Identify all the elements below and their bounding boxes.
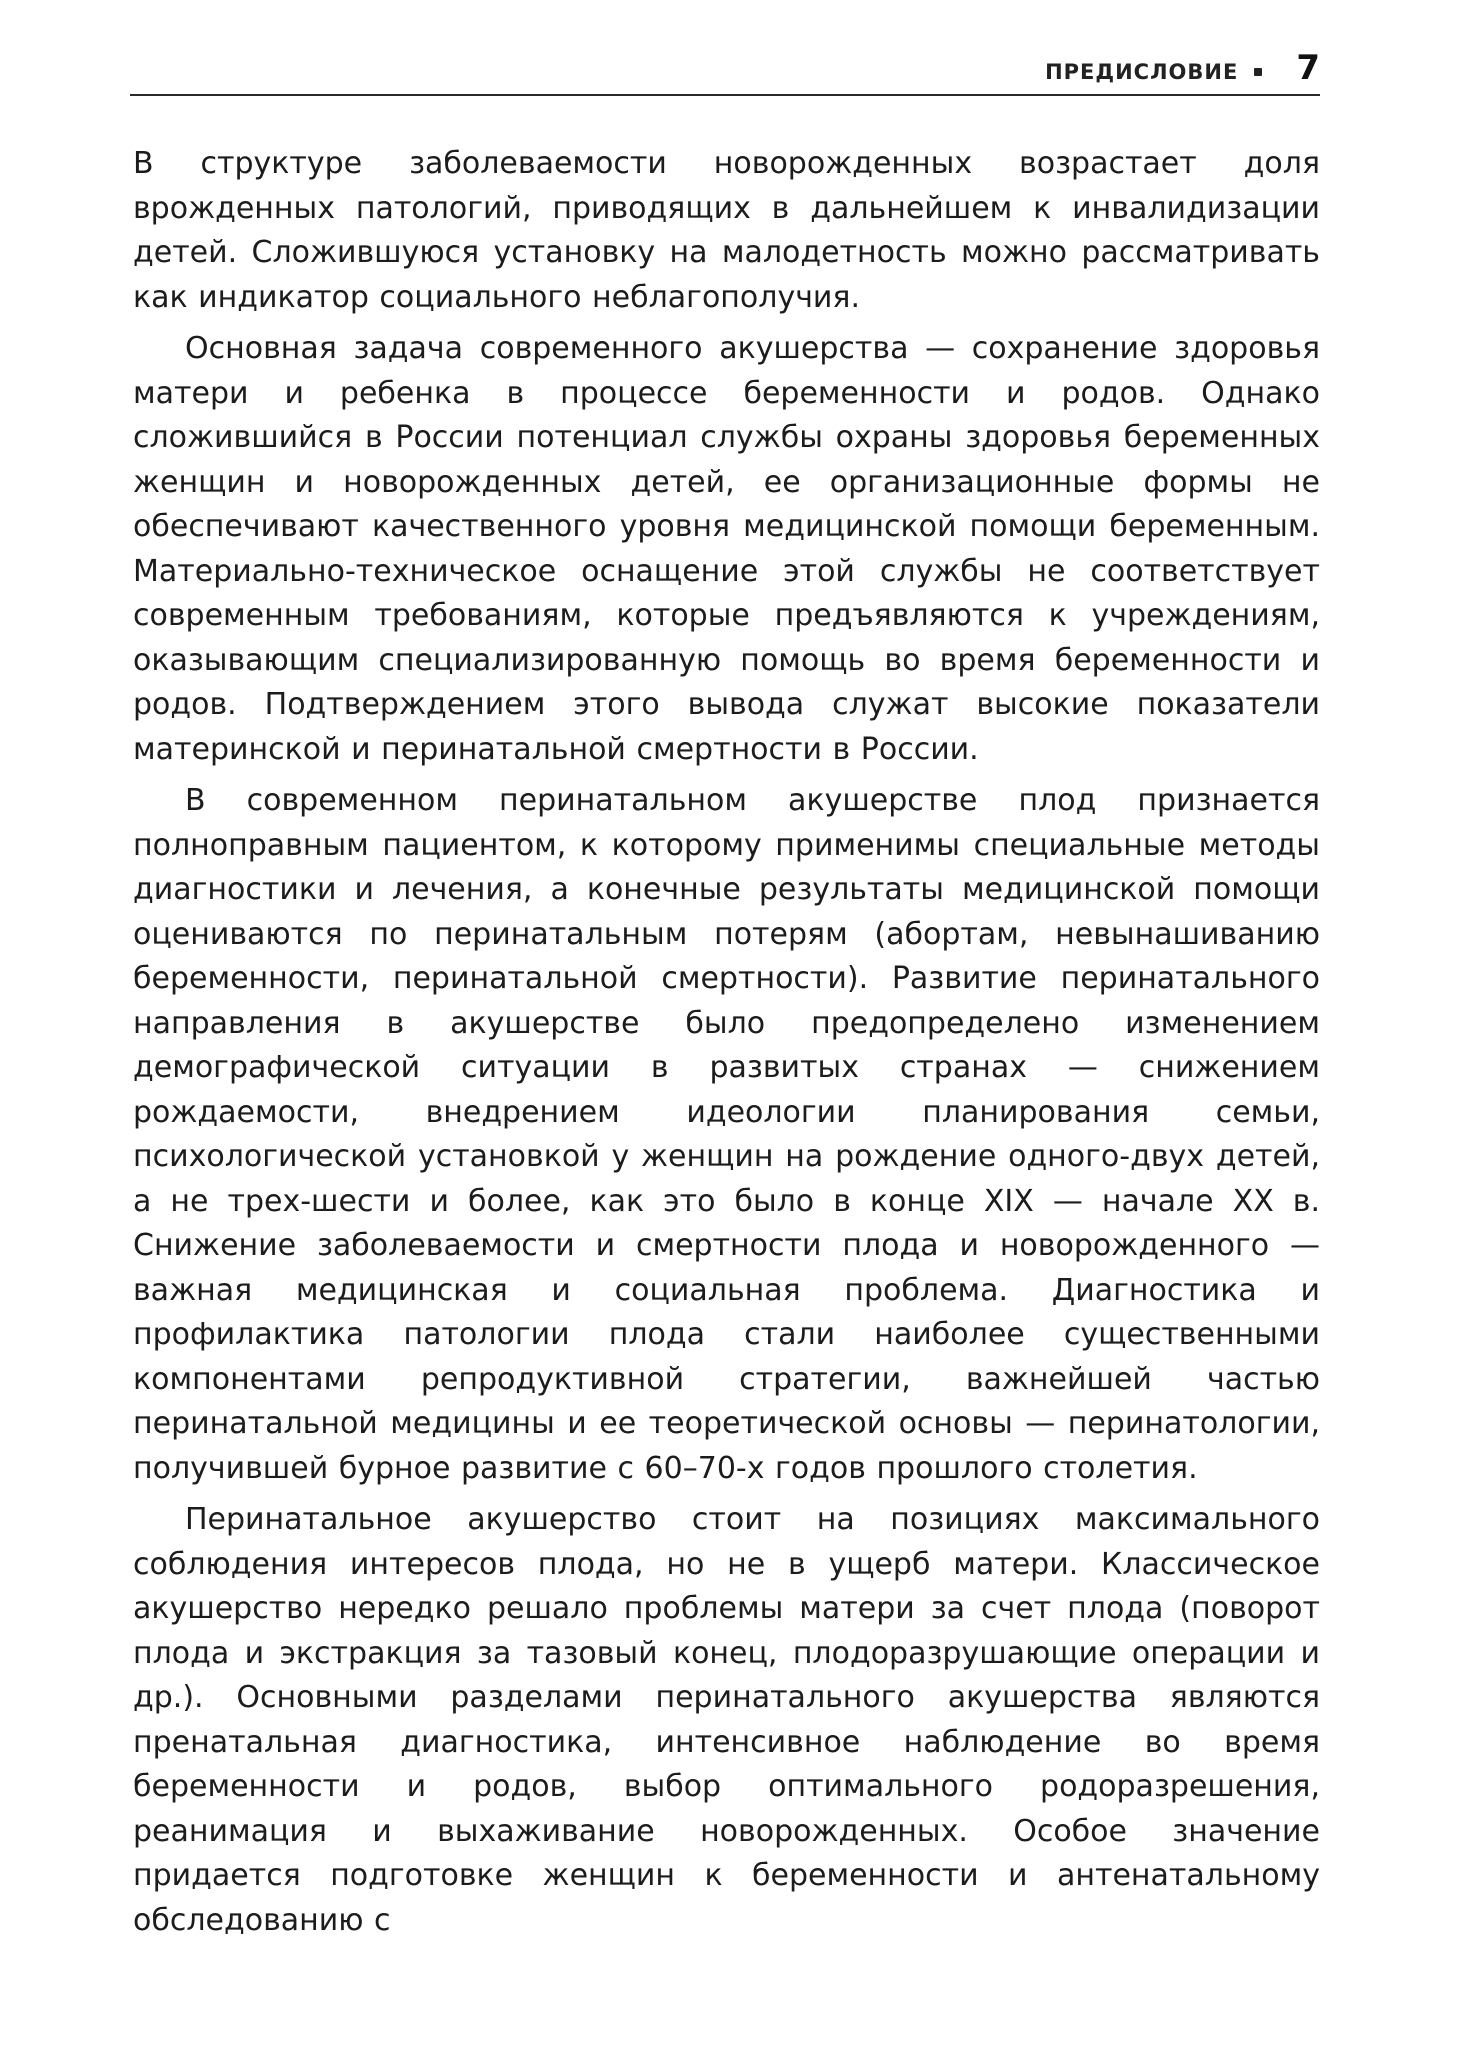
paragraph: В структуре заболеваемости новорожденных возрастает доля врожденных патологий, приводящих в дальнейшем к инвалидизации детей. Сложившуюся установку на малодетность можно рассматривать как индикатор социального неблагополучия. (133, 146, 1320, 315)
running-head (130, 40, 1320, 96)
running-head-right (1045, 48, 1320, 88)
body-text (133, 142, 1320, 1943)
paragraph: Перинатальное акушерство стоит на позициях максимального соблюдения интересов плода, но не в ущерб матери. Классическое акушерство нередко решало проблемы матери за счет плода (поворот плода и экстракция за тазовый конец, плодоразрушающие операции и др.). Основными разделами перинатального акушерства являются пренатальная диагностика, интенсивное наблюдение во время беременности и родов, выбор оптимального родоразрешения, реанимация и выхаживание новорожденных. Особое значение придается подготовке женщин к беременности и антенатальному обследованию с (133, 1502, 1320, 1938)
paragraph: Основная задача современного акушерства — сохранение здоровья матери и ребенка в процессе беременности и родов. Однако сложившийся в России потенциал службы охраны здоровья беременных женщин и новорожденных детей, ее организационные формы не обеспечивают качественного уровня медицинской помощи беременным. Материально-техническое оснащение этой службы не соответствует современным требованиям, которые предъявляются к учреждениям, оказывающим специализированную помощь во время беременности и родов. Подтверждением этого вывода служат высокие показатели материнской и перинатальной смертности в России. (133, 331, 1320, 767)
page-number: 7 (1296, 48, 1320, 88)
header-rule (130, 94, 1320, 96)
section-title: ПРЕДИСЛОВИЕ (1045, 60, 1239, 84)
paragraph: В современном перинатальном акушерстве плод признается полноправным пациентом, к которому применимы специальные методы диагностики и лечения, а конечные результаты медицинской помощи оцениваются по перинатальным потерям (абортам, невынашиванию беременности, перинатальной смертности). Развитие перинатального направления в акушерстве было предопределено изменением демографической ситуации в развитых странах — снижением рождаемости, внедрением идеологии планирования семьи, психологической установкой у женщин на рождение одного-двух детей, а не трех-шести и более, как это было в конце XIX — начале XX в. Снижение заболеваемости и смертности плода и новорожденного — важная медицинская и социальная проблема. Диагностика и профилактика патологии плода стали наиболее существенными компонентами репродуктивной стратегии, важнейшей частью перинатальной медицины и ее теоретической основы — перинатологии, получившей бурное развитие с 60–70-х годов прошлого столетия. (133, 783, 1320, 1486)
bullet-separator (1254, 68, 1262, 76)
